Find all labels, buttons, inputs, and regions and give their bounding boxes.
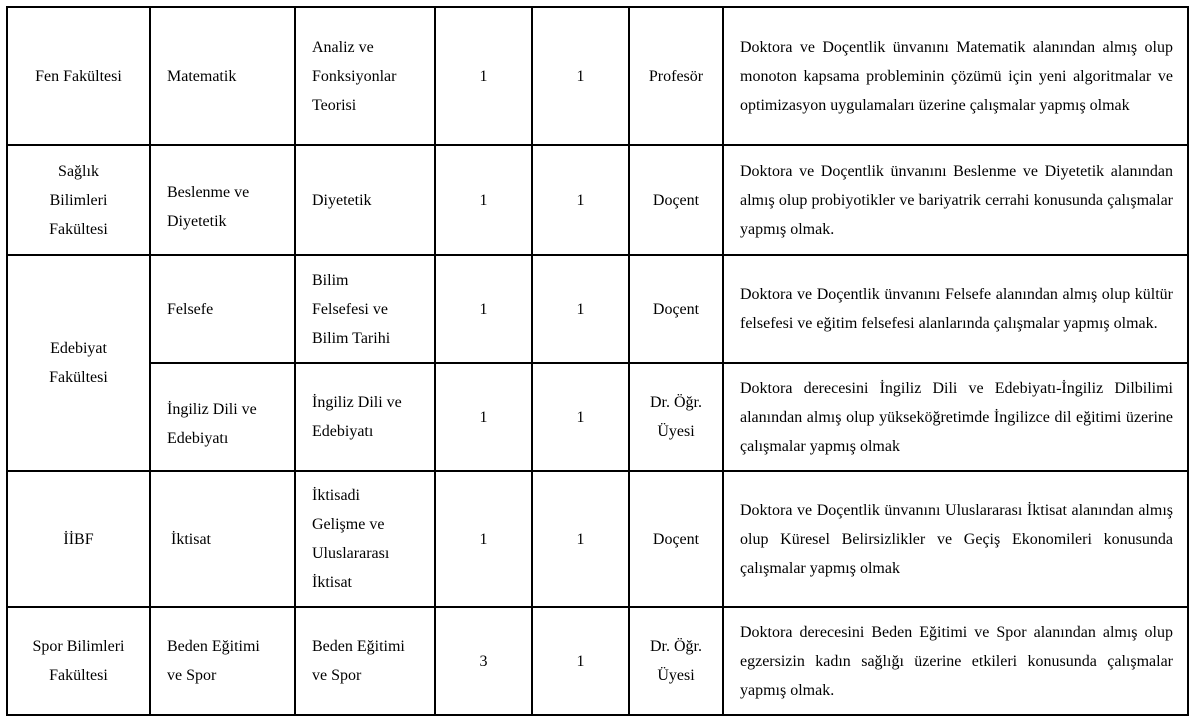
department-cell: İngiliz Dili ve Edebiyatı [150,363,295,471]
count-b-cell: 1 [532,145,629,255]
count-b-cell: 1 [532,7,629,145]
table-row [7,145,1188,255]
faculty-cell: Fen Fakültesi [7,7,150,145]
description-cell: Doktora ve Doçentlik ünvanını Felsefe alanından almış olup kültür felsefesi ve eğitim felsefesi alanlarında çalışmalar yapmış olmak. [723,255,1188,363]
description-cell: Doktora ve Doçentlik ünvanını Beslenme ve Diyetetik alanından almış olup probiyotikler ve bariyatrik cerrahi konusunda çalışmalar yapmış olmak. [723,145,1188,255]
program-cell: İktisadi Gelişme ve Uluslararası İktisat [295,471,435,607]
department-cell: İktisat [150,471,295,607]
count-b-cell: 1 [532,363,629,471]
table-row [7,471,1188,607]
count-a-cell: 1 [435,7,532,145]
count-a-cell: 3 [435,607,532,715]
table-row [7,255,1188,363]
program-cell: Diyetetik [295,145,435,255]
program-cell: İngiliz Dili ve Edebiyatı [295,363,435,471]
table-row [7,607,1188,715]
count-a-cell: 1 [435,145,532,255]
title-cell: Dr. Öğr. Üyesi [629,607,723,715]
title-cell: Dr. Öğr. Üyesi [629,363,723,471]
faculty-cell: Sağlık Bilimleri Fakültesi [7,145,150,255]
description-cell: Doktora derecesini İngiliz Dili ve Edebiyatı-İngiliz Dilbilimi alanından almış olup yükseköğretimde İngilizce dil eğitimi üzerine çalışmalar yapmış olmak [723,363,1188,471]
description-cell: Doktora ve Doçentlik ünvanını Uluslararası İktisat alanından almış olup Küresel Belirsizlikler ve Geçiş Ekonomileri konusunda çalışmalar yapmış olmak [723,471,1188,607]
count-b-cell: 1 [532,255,629,363]
table-row [7,7,1188,145]
table-row [7,363,1188,471]
title-cell: Doçent [629,471,723,607]
count-a-cell: 1 [435,255,532,363]
program-cell: Beden Eğitimi ve Spor [295,607,435,715]
title-cell: Doçent [629,145,723,255]
positions-table [6,6,1189,716]
title-cell: Profesör [629,7,723,145]
title-cell: Doçent [629,255,723,363]
program-cell: Analiz ve Fonksiyonlar Teorisi [295,7,435,145]
count-a-cell: 1 [435,471,532,607]
department-cell: Beslenme ve Diyetetik [150,145,295,255]
count-b-cell: 1 [532,607,629,715]
department-cell: Beden Eğitimi ve Spor [150,607,295,715]
faculty-cell: İİBF [7,471,150,607]
department-cell: Matematik [150,7,295,145]
description-cell: Doktora ve Doçentlik ünvanını Matematik alanından almış olup monoton kapsama probleminin çözümü için yeni algoritmalar ve optimizasyon uygulamaları üzerine çalışmalar yapmış olmak [723,7,1188,145]
faculty-cell: Spor Bilimleri Fakültesi [7,607,150,715]
count-b-cell: 1 [532,471,629,607]
description-cell: Doktora derecesini Beden Eğitimi ve Spor alanından almış olup egzersizin kadın sağlığı üzerine etkileri konusunda çalışmalar yapmış olmak. [723,607,1188,715]
count-a-cell: 1 [435,363,532,471]
faculty-cell: Edebiyat Fakültesi [7,255,150,471]
department-cell: Felsefe [150,255,295,363]
program-cell: Bilim Felsefesi ve Bilim Tarihi [295,255,435,363]
